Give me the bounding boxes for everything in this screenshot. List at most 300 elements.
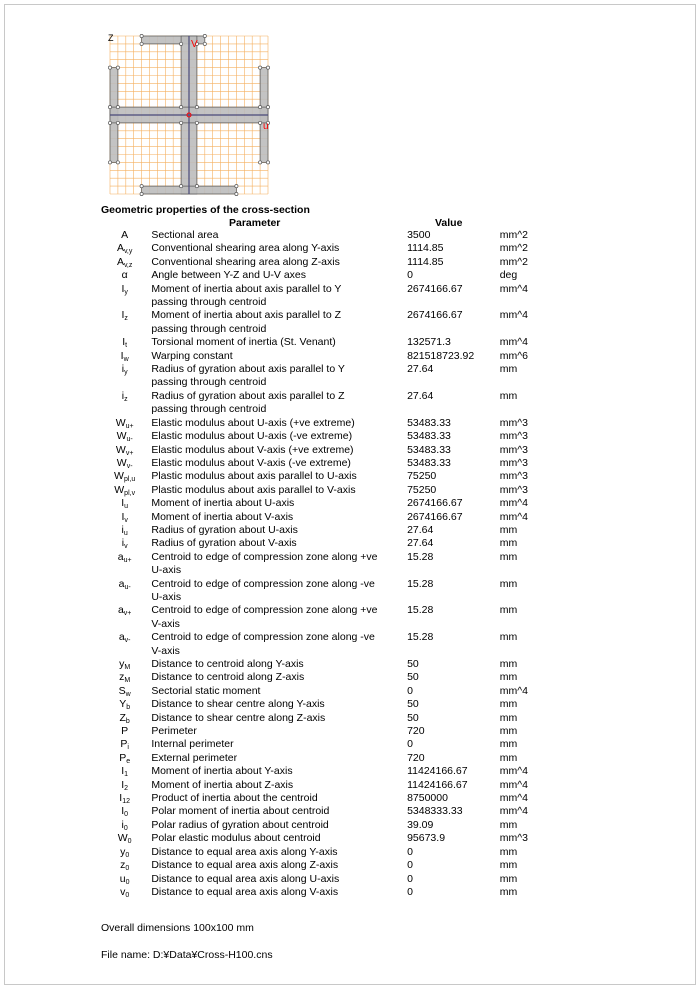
property-symbol: [100, 819, 149, 832]
description-line: Conventional shearing area along Y-axis: [151, 242, 340, 255]
vertex-marker: [195, 121, 198, 124]
symbol-letter: A: [121, 229, 129, 241]
property-unit: mm^4: [499, 309, 528, 322]
description-line: Distance to equal area axis along Y-axis: [151, 845, 338, 858]
property-value: 3500: [407, 229, 431, 241]
property-row: [100, 269, 540, 282]
symbol-subscript: v-: [124, 637, 131, 645]
property-unit: mm: [499, 631, 518, 644]
symbol-subscript: i: [127, 744, 129, 752]
property-description: [149, 886, 407, 899]
property-description: [149, 725, 407, 738]
symbol-letter: y: [120, 845, 126, 858]
property-row: [100, 350, 540, 363]
vertex-marker: [180, 106, 183, 109]
parameter-column-header: Parameter: [229, 217, 281, 229]
property-row: [100, 497, 540, 510]
description-line: Polar radius of gyration about centroid: [151, 818, 329, 831]
property-unit: mm^2: [499, 229, 528, 241]
property-value: 50: [407, 658, 419, 670]
symbol-subscript: v+: [125, 449, 134, 457]
property-symbol: [100, 269, 149, 282]
property-value: 1114.85: [407, 242, 444, 255]
symbol-subscript: b: [126, 704, 131, 712]
z-axis-label: Z: [108, 33, 114, 43]
property-description: [149, 819, 407, 832]
property-symbol: [100, 430, 149, 443]
property-symbol: [100, 846, 149, 859]
property-unit: mm^3: [499, 430, 528, 443]
symbol-letter: Z: [119, 711, 126, 724]
property-value: 15.28: [407, 631, 434, 644]
property-value: 0: [407, 738, 413, 751]
description-line: Radius of gyration about V-axis: [151, 537, 297, 550]
property-unit: mm^4: [499, 778, 528, 791]
vertex-marker: [259, 161, 262, 164]
description-line: Elastic modulus about U-axis (-ve extreme): [151, 430, 353, 443]
property-row: [100, 551, 540, 578]
symbol-subscript: u-: [124, 583, 131, 591]
property-symbol: [100, 309, 149, 336]
vertex-marker: [195, 106, 198, 109]
vertex-marker: [108, 161, 111, 164]
symbol-letter: y: [119, 658, 125, 670]
property-symbol: [100, 336, 149, 349]
property-row: [100, 873, 540, 886]
symbol-letter: P: [121, 725, 129, 738]
symbol-letter: i: [121, 389, 125, 402]
property-symbol: [100, 350, 149, 363]
property-unit: mm: [499, 537, 518, 550]
description-line: Distance to centroid along Y-axis: [151, 658, 304, 670]
symbol-subscript: u: [124, 503, 129, 511]
property-unit: mm: [499, 389, 518, 402]
description-line: Plastic modulus about axis parallel to V-axis: [151, 483, 356, 496]
property-description: [149, 859, 407, 872]
symbol-subscript: M: [124, 664, 131, 671]
property-value: 0: [407, 885, 413, 898]
description-line: passing through centroid: [151, 376, 267, 389]
property-symbol: [100, 712, 149, 725]
description-line: Distance to centroid along Z-axis: [151, 671, 305, 684]
symbol-subscript: z: [124, 315, 128, 323]
property-symbol: [100, 551, 149, 578]
symbol-subscript: 0: [127, 838, 132, 846]
property-symbol: [100, 457, 149, 470]
property-unit: mm^4: [499, 684, 528, 697]
property-description: [149, 417, 407, 430]
property-value: 53483.33: [407, 443, 451, 456]
property-unit: mm^3: [499, 443, 528, 456]
vertex-marker: [140, 192, 143, 195]
vertex-marker: [235, 192, 238, 195]
symbol-letter: i: [121, 523, 124, 536]
description-line: Sectorial static moment: [151, 684, 261, 697]
property-symbol: [100, 470, 149, 483]
property-symbol: [100, 725, 149, 738]
property-unit: mm^4: [499, 336, 528, 349]
symbol-subscript: y: [124, 288, 128, 296]
property-row: [100, 578, 540, 605]
symbol-subscript: y: [124, 369, 128, 377]
property-symbol: [100, 658, 149, 671]
description-line: Moment of inertia about V-axis: [151, 510, 294, 523]
value-column-header: Value: [435, 217, 463, 229]
property-row: [100, 283, 540, 310]
property-description: [149, 671, 407, 684]
property-unit: mm: [499, 885, 518, 898]
symbol-subscript: M: [124, 677, 131, 685]
symbol-letter: u: [119, 872, 126, 885]
property-row: [100, 484, 540, 497]
property-symbol: [100, 685, 149, 698]
property-symbol: [100, 631, 149, 658]
vertex-marker: [266, 161, 269, 164]
property-value: 821518723.92: [407, 349, 475, 362]
property-description: [149, 537, 407, 550]
property-row: [100, 658, 540, 671]
symbol-subscript: v: [124, 543, 128, 551]
property-value: 15.28: [407, 577, 434, 590]
property-symbol: [100, 671, 149, 684]
property-description: [149, 484, 407, 497]
property-symbol: [100, 537, 149, 550]
property-description: [149, 363, 407, 390]
property-value: 15.28: [407, 604, 434, 617]
property-value: 0: [407, 872, 413, 885]
property-symbol: [100, 390, 149, 417]
vertex-marker: [203, 42, 206, 45]
property-symbol: [100, 832, 149, 845]
property-unit: mm^2: [499, 242, 528, 255]
property-unit: mm^3: [499, 416, 528, 429]
property-unit: mm^3: [499, 470, 528, 483]
vertex-marker: [108, 106, 111, 109]
symbol-letter: I: [121, 282, 125, 295]
property-row: [100, 229, 540, 242]
property-description: [149, 444, 407, 457]
description-line: Polar elastic modulus about centroid: [151, 832, 321, 845]
property-description: [149, 256, 407, 269]
property-row: [100, 765, 540, 778]
property-value: 27.64: [407, 389, 434, 402]
symbol-subscript: u-: [126, 436, 133, 444]
property-value: 53483.33: [407, 416, 451, 429]
property-symbol: [100, 873, 149, 886]
property-row: [100, 792, 540, 805]
symbol-letter: I: [122, 336, 126, 349]
symbol-subscript: z: [124, 395, 128, 403]
vertex-marker: [116, 66, 119, 69]
description-line: Moment of inertia about U-axis: [151, 497, 295, 510]
vertex-marker: [266, 106, 269, 109]
property-unit: deg: [499, 269, 518, 282]
property-row: [100, 779, 540, 792]
property-symbol: [100, 283, 149, 310]
property-row: [100, 363, 540, 390]
symbol-letter: I: [121, 309, 125, 322]
property-description: [149, 698, 407, 711]
property-value: 75250: [407, 483, 437, 496]
property-description: [149, 685, 407, 698]
symbol-subscript: 0: [125, 891, 130, 899]
property-description: [149, 805, 407, 818]
symbol-letter: S: [118, 684, 126, 697]
description-line: Distance to shear centre along Y-axis: [151, 698, 325, 711]
property-symbol: [100, 256, 149, 269]
property-unit: mm: [499, 658, 518, 670]
property-value: 2674166.67: [407, 282, 463, 295]
property-value: 2674166.67: [407, 309, 463, 322]
vertex-marker: [140, 185, 143, 188]
property-symbol: [100, 497, 149, 510]
description-line: Moment of inertia about Y-axis: [151, 765, 293, 778]
property-description: [149, 738, 407, 751]
description-line: Warping constant: [151, 349, 233, 362]
description-line: passing through centroid: [151, 296, 267, 309]
symbol-letter: Y: [119, 698, 127, 711]
property-symbol: [100, 229, 149, 242]
symbol-subscript: w: [125, 690, 131, 698]
property-unit: mm^3: [499, 832, 528, 845]
vertex-marker: [108, 66, 111, 69]
property-value: 0: [407, 859, 413, 872]
property-value: 27.64: [407, 363, 434, 376]
section-heading: Geometric properties of the cross-section: [101, 204, 310, 216]
property-symbol: [100, 363, 149, 390]
property-value: 132571.3: [407, 336, 451, 349]
property-unit: mm^4: [499, 792, 528, 805]
property-symbol: [100, 805, 149, 818]
symbol-letter: a: [118, 577, 125, 590]
symbol-letter: I: [121, 778, 125, 791]
symbol-subscript: v,y: [123, 248, 133, 256]
property-description: [149, 457, 407, 470]
property-description: [149, 350, 407, 363]
property-row: [100, 685, 540, 698]
property-row: [100, 309, 540, 336]
symbol-letter: W: [114, 483, 125, 496]
symbol-letter: A: [116, 242, 124, 255]
symbol-subscript: 0: [123, 824, 128, 832]
property-unit: mm: [499, 550, 518, 563]
property-symbol: [100, 886, 149, 899]
property-description: [149, 269, 407, 282]
vertex-marker: [180, 185, 183, 188]
symbol-subscript: 2: [124, 784, 129, 792]
property-symbol: [100, 578, 149, 605]
description-line: Polar moment of inertia about centroid: [151, 805, 330, 818]
description-line: Distance to equal area axis along V-axis: [151, 885, 339, 898]
property-row: [100, 457, 540, 470]
property-value: 2674166.67: [407, 510, 463, 523]
property-unit: mm: [499, 671, 518, 684]
u-axis-label: u: [263, 121, 269, 132]
vertex-marker: [180, 121, 183, 124]
property-value: 50: [407, 671, 419, 684]
description-line: Elastic modulus about V-axis (-ve extreme): [151, 456, 351, 469]
symbol-subscript: 0: [125, 851, 130, 859]
property-description: [149, 658, 407, 671]
property-symbol: [100, 779, 149, 792]
symbol-subscript: w: [123, 355, 129, 363]
property-description: [149, 497, 407, 510]
description-line: Elastic modulus about U-axis (+ve extreme): [151, 416, 355, 429]
description-line: Moment of inertia about axis parallel to Z: [151, 309, 342, 322]
symbol-subscript: 0: [125, 878, 130, 886]
property-description: [149, 792, 407, 805]
vertex-marker: [259, 106, 262, 109]
property-value: 50: [407, 711, 419, 724]
property-description: [149, 873, 407, 886]
property-description: [149, 712, 407, 725]
symbol-letter: z: [120, 859, 126, 872]
symbol-subscript: b: [125, 717, 130, 725]
property-description: [149, 511, 407, 524]
property-row: [100, 712, 540, 725]
property-description: [149, 470, 407, 483]
symbol-subscript: v-: [126, 462, 133, 470]
symbol-letter: I: [120, 349, 124, 362]
property-unit: mm^4: [499, 282, 528, 295]
property-value: 2674166.67: [407, 497, 463, 510]
property-symbol: [100, 444, 149, 457]
property-row: [100, 524, 540, 537]
property-description: [149, 336, 407, 349]
property-value: 720: [407, 751, 425, 764]
property-symbol: [100, 792, 149, 805]
symbol-letter: z: [119, 671, 125, 684]
property-row: [100, 537, 540, 550]
symbol-letter: A: [116, 255, 124, 268]
vertex-marker: [116, 161, 119, 164]
symbol-subscript: pl,v: [124, 489, 136, 497]
property-value: 1114.85: [407, 255, 444, 268]
property-description: [149, 551, 407, 578]
description-line: Angle between Y-Z and U-V axes: [151, 269, 307, 282]
property-value: 53483.33: [407, 456, 451, 469]
vertex-marker: [195, 185, 198, 188]
description-line: Plastic modulus about axis parallel to U-axis: [151, 470, 357, 483]
symbol-letter: P: [119, 751, 127, 764]
property-row: [100, 846, 540, 859]
vertex-marker: [259, 66, 262, 69]
property-unit: mm: [499, 363, 518, 376]
description-line: Radius of gyration about U-axis: [151, 523, 298, 536]
property-row: [100, 886, 540, 899]
property-description: [149, 283, 407, 310]
symbol-letter: W: [117, 832, 128, 845]
property-value: 75250: [407, 470, 437, 483]
property-unit: mm: [499, 725, 518, 738]
property-symbol: [100, 765, 149, 778]
property-value: 27.64: [407, 523, 434, 536]
description-line: Radius of gyration about axis parallel to Z: [151, 389, 345, 402]
symbol-subscript: u+: [125, 422, 134, 430]
symbol-subscript: 0: [124, 811, 129, 819]
property-description: [149, 604, 407, 631]
symbol-subscript: v: [124, 516, 128, 524]
property-value: 11424166.67: [407, 765, 468, 778]
property-value: 5348333.33: [407, 805, 463, 818]
property-symbol: [100, 524, 149, 537]
property-row: [100, 336, 540, 349]
property-row: [100, 725, 540, 738]
symbol-letter: i: [121, 818, 124, 831]
symbol-subscript: 1: [124, 771, 129, 779]
description-line: Radius of gyration about axis parallel to Y: [151, 363, 345, 376]
property-row: [100, 631, 540, 658]
symbol-letter: W: [114, 470, 124, 483]
vertex-marker: [235, 185, 238, 188]
property-value: 53483.33: [407, 430, 451, 443]
description-line: Distance to equal area axis along Z-axis: [151, 859, 339, 872]
property-row: [100, 470, 540, 483]
property-row: [100, 752, 540, 765]
description-line: Elastic modulus about V-axis (+ve extreme): [151, 443, 354, 456]
symbol-letter: a: [117, 604, 124, 617]
property-value: 0: [407, 845, 413, 858]
description-line: U-axis: [151, 564, 182, 577]
property-value: 95673.9: [407, 832, 446, 845]
vertex-marker: [203, 34, 206, 37]
properties-table: [100, 229, 540, 899]
property-description: [149, 524, 407, 537]
description-line: passing through centroid: [151, 322, 267, 335]
symbol-letter: I: [121, 805, 125, 818]
symbol-letter: a: [118, 631, 125, 644]
description-line: Torsional moment of inertia (St. Venant): [151, 336, 336, 349]
property-unit: mm: [499, 818, 518, 831]
symbol-letter: W: [115, 416, 126, 429]
vertex-marker: [259, 121, 262, 124]
description-line: Sectional area: [151, 229, 219, 241]
property-description: [149, 390, 407, 417]
property-symbol: [100, 511, 149, 524]
property-description: [149, 765, 407, 778]
symbol-letter: W: [116, 456, 127, 469]
description-line: Centroid to edge of compression zone along +ve: [151, 550, 378, 563]
symbol-subscript: v,z: [123, 261, 133, 269]
property-value: 11424166.67: [407, 778, 468, 791]
property-value: 0: [407, 269, 413, 282]
description-line: Conventional shearing area along Z-axis: [151, 255, 340, 268]
symbol-letter: v: [120, 885, 126, 898]
symbol-subscript: u: [123, 529, 128, 537]
description-line: Centroid to edge of compression zone along -ve: [151, 631, 375, 644]
property-row: [100, 417, 540, 430]
property-row: [100, 256, 540, 269]
property-unit: mm: [499, 698, 518, 711]
property-value: 27.64: [407, 537, 434, 550]
vertex-marker: [116, 121, 119, 124]
property-unit: mm: [499, 738, 518, 751]
property-unit: mm^3: [499, 456, 528, 469]
property-unit: mm: [499, 751, 518, 764]
vertex-marker: [180, 42, 183, 45]
property-description: [149, 309, 407, 336]
property-unit: mm^2: [499, 255, 528, 268]
property-row: [100, 390, 540, 417]
property-symbol: [100, 752, 149, 765]
property-value: 50: [407, 698, 419, 711]
property-unit: mm^3: [499, 483, 528, 496]
symbol-letter: I: [121, 765, 125, 778]
vertex-marker: [140, 34, 143, 37]
property-description: [149, 242, 407, 255]
property-value: 720: [407, 725, 425, 738]
property-row: [100, 242, 540, 255]
